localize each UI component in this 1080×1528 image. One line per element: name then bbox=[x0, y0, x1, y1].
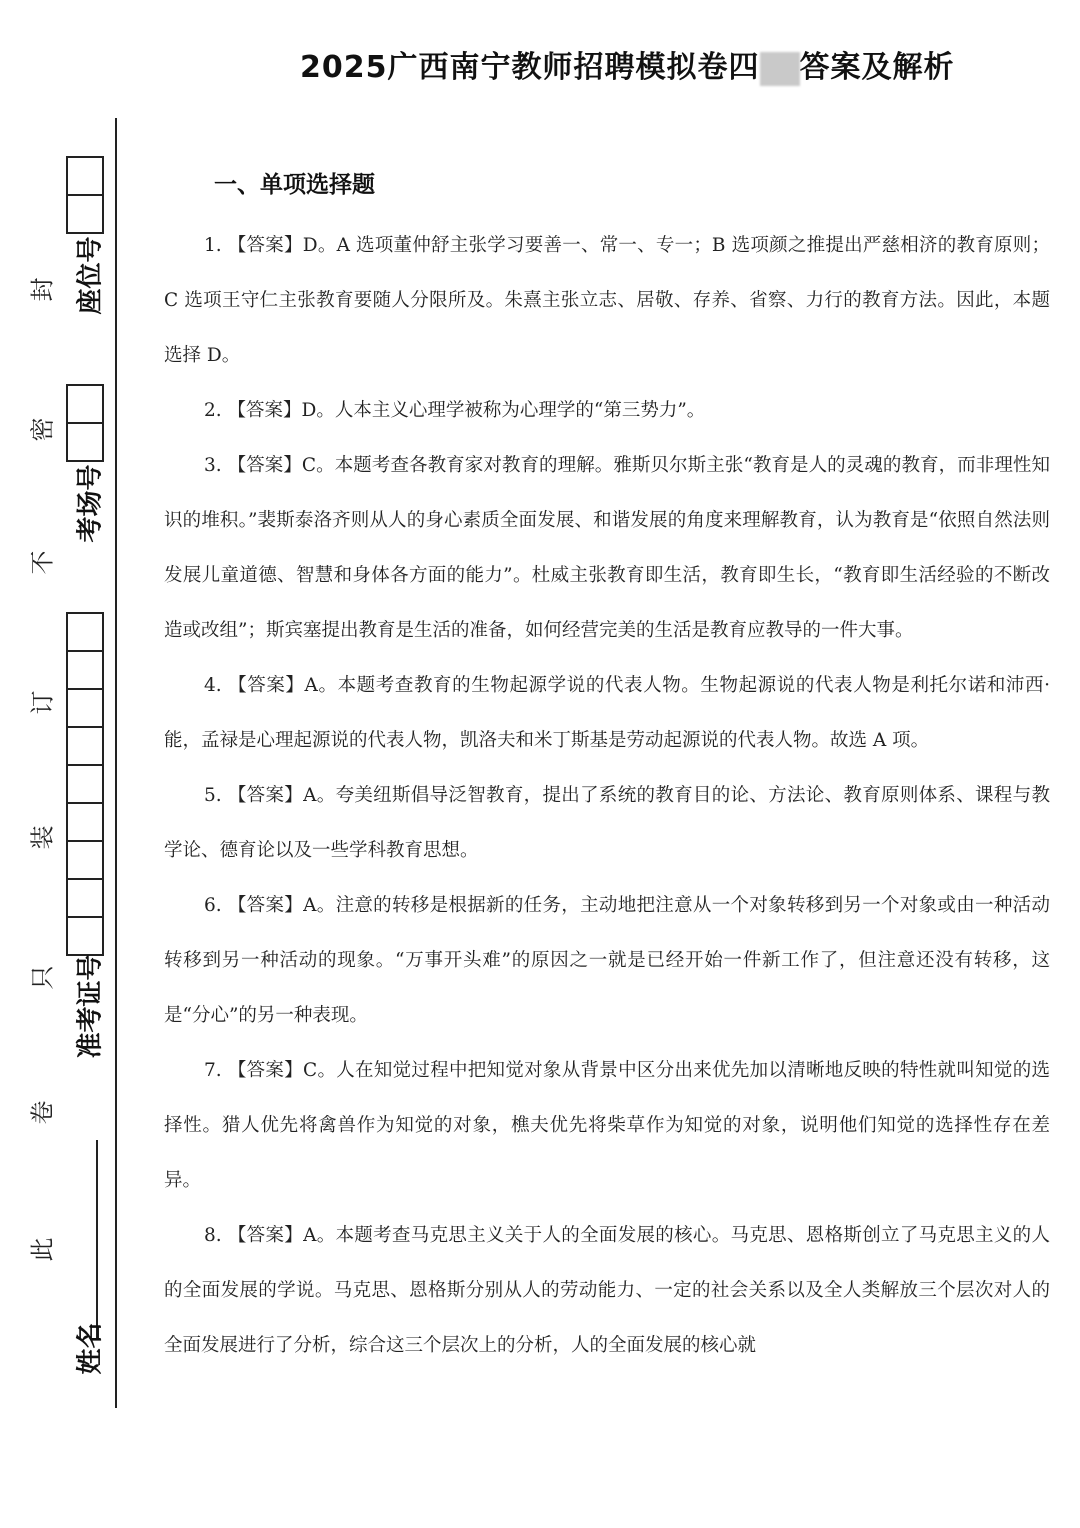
seal-char: 只 bbox=[28, 965, 57, 990]
seal-char: 卷 bbox=[28, 1100, 57, 1125]
explanation-text: 。本题考查马克思主义关于人的全面发展的核心。马克思、恩格斯创立了马克思主义的人的全面发展的学说。马克思、恩格斯分别从人的劳动能力、一定的社会关系以及全人类解放三个层次对人的全面发展进行了分析，综合这三个层次上的分析，人的全面发展的核心就 bbox=[164, 1225, 1050, 1356]
name-line bbox=[96, 1140, 98, 1340]
question-number: 5. bbox=[204, 785, 222, 806]
question-number: 7. bbox=[204, 1060, 222, 1081]
ticket-number-label: 准考证号 bbox=[75, 954, 106, 1059]
answer-label: 【答案】C bbox=[227, 1060, 318, 1081]
section-title: 一、单项选择题 bbox=[214, 172, 375, 198]
explanation-text: 。人本主义心理学被称为心理学的“第三势力”。 bbox=[316, 400, 706, 421]
question-number: 6. bbox=[204, 895, 222, 916]
question-number: 8. bbox=[204, 1225, 222, 1246]
title-prefix: 2025广西南宁教师招聘模拟卷四 bbox=[300, 50, 760, 85]
question-item bbox=[164, 1208, 1050, 1373]
explanation-text: 。本题考查各教育家对教育的理解。雅斯贝尔斯主张“教育是人的灵魂的教育，而非理性知识的堆积。”裴斯泰洛齐则从人的身心素质全面发展、和谐发展的角度来理解教育，认为教育是“依照自然法则发展儿童道德、智慧和身体各方面的能力”。杜威主张教育即生活，教育即生长，“教育即生活经验的不断改造或改组”；斯宾塞提出教育是生活的准备，如何经营完美的生活是教育应教导的一件大事。 bbox=[164, 455, 1050, 641]
answer-label: 【答案】D bbox=[227, 400, 317, 421]
redaction-blur bbox=[760, 52, 800, 86]
answer-label: 【答案】C bbox=[227, 455, 317, 476]
question-item bbox=[164, 438, 1050, 658]
answer-content bbox=[164, 218, 1050, 1373]
explanation-text: 。本题考查教育的生物起源学说的代表人物。生物起源说的代表人物是利托尔诺和沛西·能，孟禄是心理起源说的代表人物，凯洛夫和米丁斯基是劳动起源说的代表人物。故选 A 项。 bbox=[164, 675, 1050, 751]
seal-char: 不 bbox=[28, 550, 57, 575]
answer-label: 【答案】A bbox=[227, 1225, 317, 1246]
question-number: 4. bbox=[204, 675, 222, 696]
explanation-text: 。夸美纽斯倡导泛智教育，提出了系统的教育目的论、方法论、教育原则体系、课程与教学论、德育论以及一些学科教育思想。 bbox=[164, 785, 1050, 861]
question-item bbox=[164, 1043, 1050, 1208]
title-suffix: 答案及解析 bbox=[799, 50, 955, 85]
answer-label: 【答案】A bbox=[228, 675, 318, 696]
question-item bbox=[164, 383, 1050, 438]
seal-char: 此 bbox=[28, 1237, 57, 1262]
seal-char: 封 bbox=[28, 277, 57, 302]
binding-line bbox=[115, 118, 117, 1408]
question-item bbox=[164, 218, 1050, 383]
question-number: 1. bbox=[204, 235, 222, 256]
name-label: 姓名 bbox=[75, 1322, 106, 1375]
question-item bbox=[164, 878, 1050, 1043]
seal-char: 订 bbox=[28, 690, 57, 715]
seat-number-label: 座位号 bbox=[75, 236, 106, 315]
question-item bbox=[164, 768, 1050, 878]
room-number-boxes bbox=[66, 384, 104, 462]
room-number-label: 考场号 bbox=[75, 464, 106, 543]
seat-number-boxes bbox=[66, 156, 104, 234]
seal-char: 装 bbox=[28, 825, 57, 850]
answer-label: 【答案】D bbox=[227, 235, 318, 256]
question-number: 2. bbox=[204, 400, 222, 421]
explanation-text: 。人在知觉过程中把知觉对象从背景中区分出来优先加以清晰地反映的特性就叫知觉的选择性。猎人优先将禽兽作为知觉的对象，樵夫优先将柴草作为知觉的对象，说明他们知觉的选择性存在差异。 bbox=[164, 1060, 1050, 1191]
explanation-text: 。A 选项董仲舒主张学习要善一、常一、专一；B 选项颜之推提出严慈相济的教育原则；C 选项王守仁主张教育要随人分限所及。朱熹主张立志、居敬、存养、省察、力行的教育方法。因此，本题选择 D。 bbox=[164, 235, 1050, 366]
seal-char: 密 bbox=[28, 417, 57, 442]
answer-label: 【答案】A bbox=[227, 785, 317, 806]
page-title bbox=[300, 42, 980, 86]
answer-label: 【答案】A bbox=[227, 895, 317, 916]
ticket-number-boxes bbox=[66, 612, 104, 956]
explanation-text: 。注意的转移是根据新的任务，主动地把注意从一个对象转移到另一个对象或由一种活动转移到另一种活动的现象。“万事开头难”的原因之一就是已经开始一件新工作了，但注意还没有转移，这是“分心”的另一种表现。 bbox=[164, 895, 1050, 1026]
question-number: 3. bbox=[204, 455, 222, 476]
question-item bbox=[164, 658, 1050, 768]
